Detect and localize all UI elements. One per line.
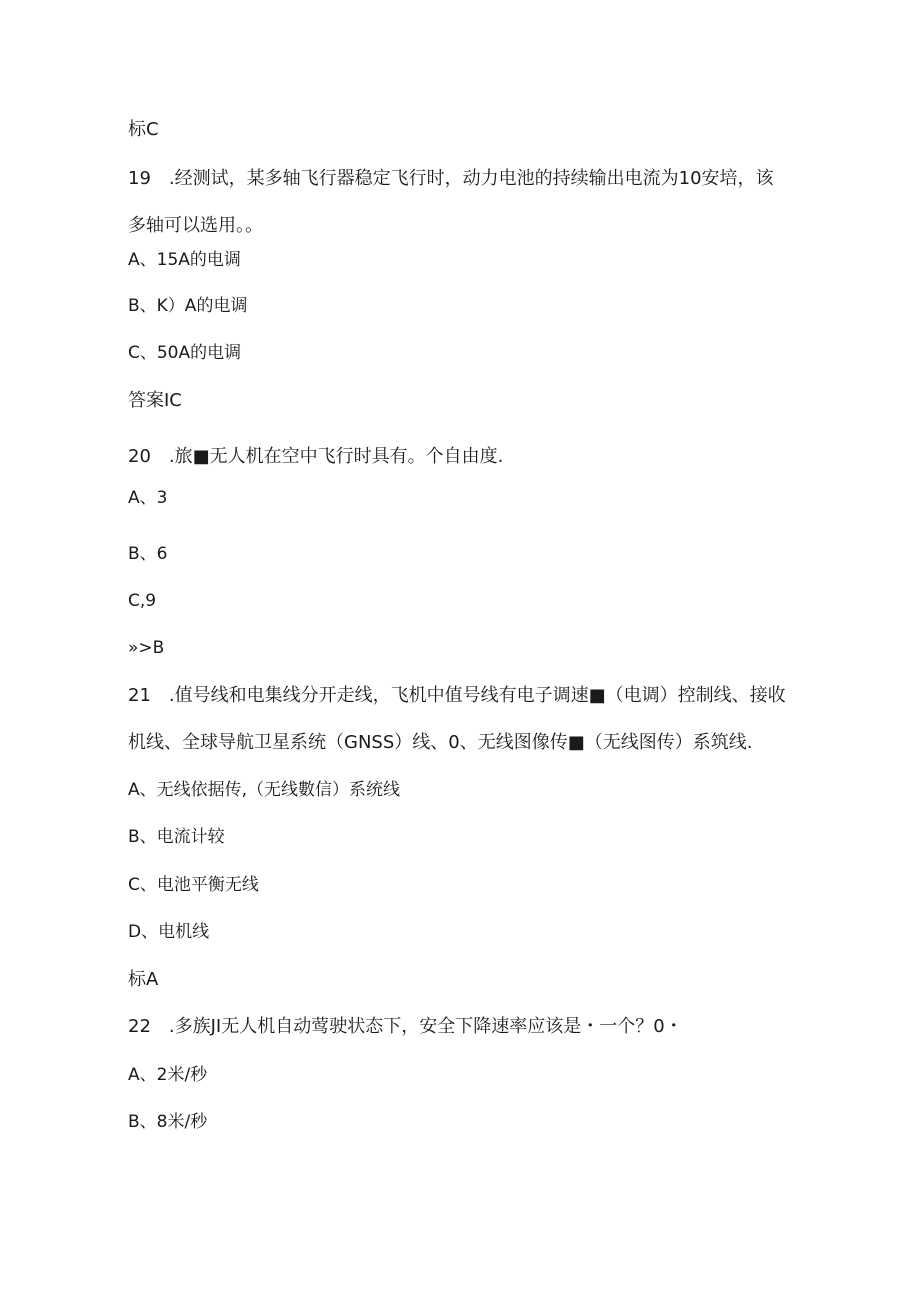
option-b: B、K）A的电调: [128, 296, 248, 316]
option-b: B、电流计较: [128, 827, 225, 847]
question-21-text-cont: 机线、全球导航卫星系统（GNSS）线、0、无线图像传■（无线图传）系筑线.: [128, 732, 753, 753]
question-19-text: 19 .经测试，某多轴飞行器稳定飞行时，动力电池的持续输出电流为10安培，该: [128, 168, 774, 189]
option-c: C,9: [128, 591, 157, 611]
option-d: D、电机线: [128, 922, 210, 942]
option-a: A、15A的电调: [128, 250, 241, 270]
answer-line: 标C: [128, 119, 159, 140]
question-20-text: 20 .旅■无人机在空中飞行时具有。个自由度.: [128, 446, 504, 467]
option-b: B、8米/秒: [128, 1112, 208, 1132]
option-b: B、6: [128, 544, 168, 564]
question-19-text-cont: 多轴可以选用。。: [128, 215, 263, 236]
option-c: C、电池平衡无线: [128, 875, 259, 895]
question-22-text: 22 .多族JI无人机自动莺驶状态下，安全下降速率应该是・一个？0・: [128, 1016, 683, 1037]
answer-line: 标A: [128, 969, 159, 990]
answer-line: »>B: [128, 638, 165, 658]
option-a: A、无线依据传,（无线數信）系统线: [128, 780, 401, 800]
option-a: A、3: [128, 488, 168, 508]
option-a: A、2米/秒: [128, 1065, 208, 1085]
question-21-text: 21 .值号线和电集线分开走线，飞机中值号线有电子调速■（电调）控制线、接收: [128, 685, 786, 706]
answer-line: 答案IC: [128, 390, 182, 411]
option-c: C、50A的电调: [128, 343, 242, 363]
